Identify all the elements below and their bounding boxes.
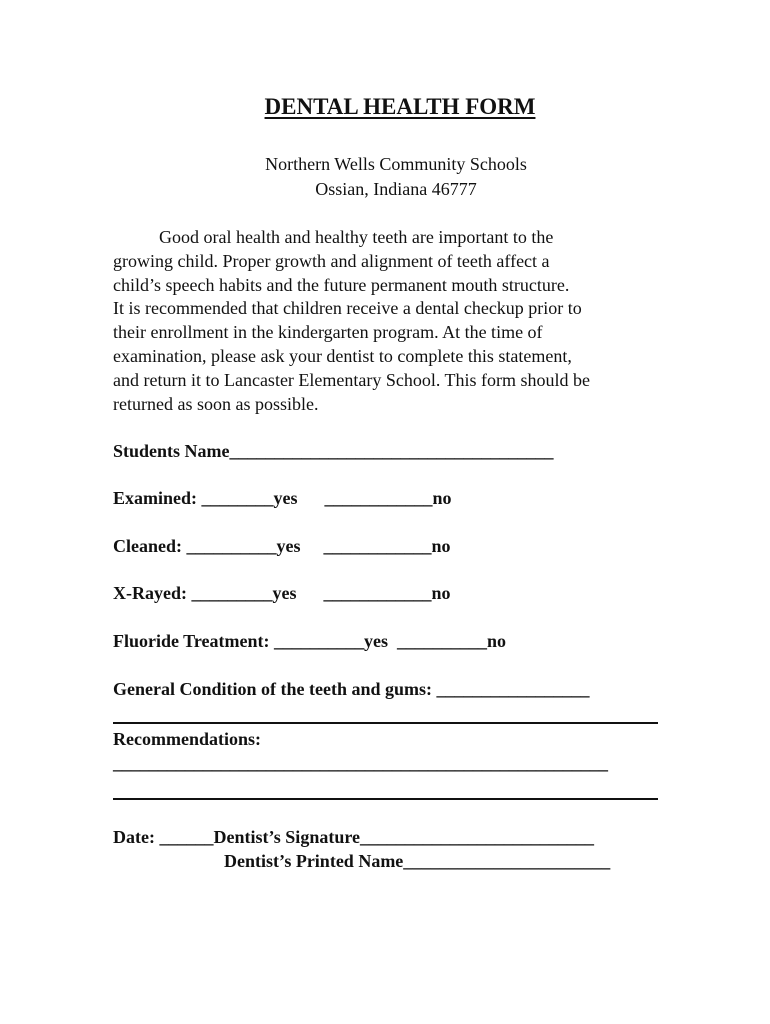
paragraph-line: examination, please ask your dentist to complete this statement,	[113, 345, 572, 366]
school-address: Ossian, Indiana 46777	[315, 179, 477, 199]
paragraph-line: It is recommended that children receive a dental checkup prior to	[113, 298, 582, 319]
xrayed-yes-field[interactable]: X-Rayed: _________yes	[113, 583, 297, 603]
paragraph-line: growing child. Proper growth and alignment of teeth affect a	[113, 250, 550, 271]
paragraph-line: their enrollment in the kindergarten program. At the time of	[113, 322, 543, 343]
paragraph-line: Good oral health and healthy teeth are important to the	[159, 227, 554, 247]
form-title: DENTAL HEALTH FORM	[264, 94, 536, 119]
fluoride-treatment-field[interactable]	[113, 631, 506, 652]
condition-answer-line[interactable]	[113, 722, 658, 724]
cleaned-row	[113, 536, 451, 557]
printed-name-field[interactable]: Dentist’s Printed Name_______________________	[224, 851, 611, 871]
cleaned-no-field[interactable]: ____________no	[323, 536, 451, 556]
school-name: Northern Wells Community Schools	[265, 154, 527, 174]
recommendations-answer-line[interactable]	[113, 798, 658, 800]
recommendations-line[interactable]: _______________________________________________________	[113, 753, 608, 773]
paragraph-line: child’s speech habits and the future permanent mouth structure.	[113, 274, 570, 295]
examined-no-field[interactable]: ____________no	[324, 488, 452, 508]
paragraph-line: returned as soon as possible.	[113, 393, 319, 414]
examined-row	[113, 488, 452, 509]
xrayed-row	[113, 583, 451, 604]
xrayed-no-field[interactable]: ____________no	[323, 583, 451, 603]
student-name-field[interactable]: Students Name____________________________________	[113, 441, 554, 461]
examined-yes-field[interactable]: Examined: ________yes	[113, 488, 298, 508]
date-signature-field[interactable]: Date: ______Dentist’s Signature__________________________	[113, 827, 594, 847]
paragraph-line: and return it to Lancaster Elementary School. This form should be	[113, 369, 591, 390]
recommendations-label: Recommendations:	[113, 729, 261, 749]
intro-paragraph	[113, 226, 673, 416]
fluoride-treatment-text: Fluoride Treatment: __________yes __________no	[113, 631, 506, 651]
cleaned-yes-field[interactable]: Cleaned: __________yes	[113, 536, 301, 556]
general-condition-field[interactable]: General Condition of the teeth and gums: _________________	[113, 679, 590, 699]
